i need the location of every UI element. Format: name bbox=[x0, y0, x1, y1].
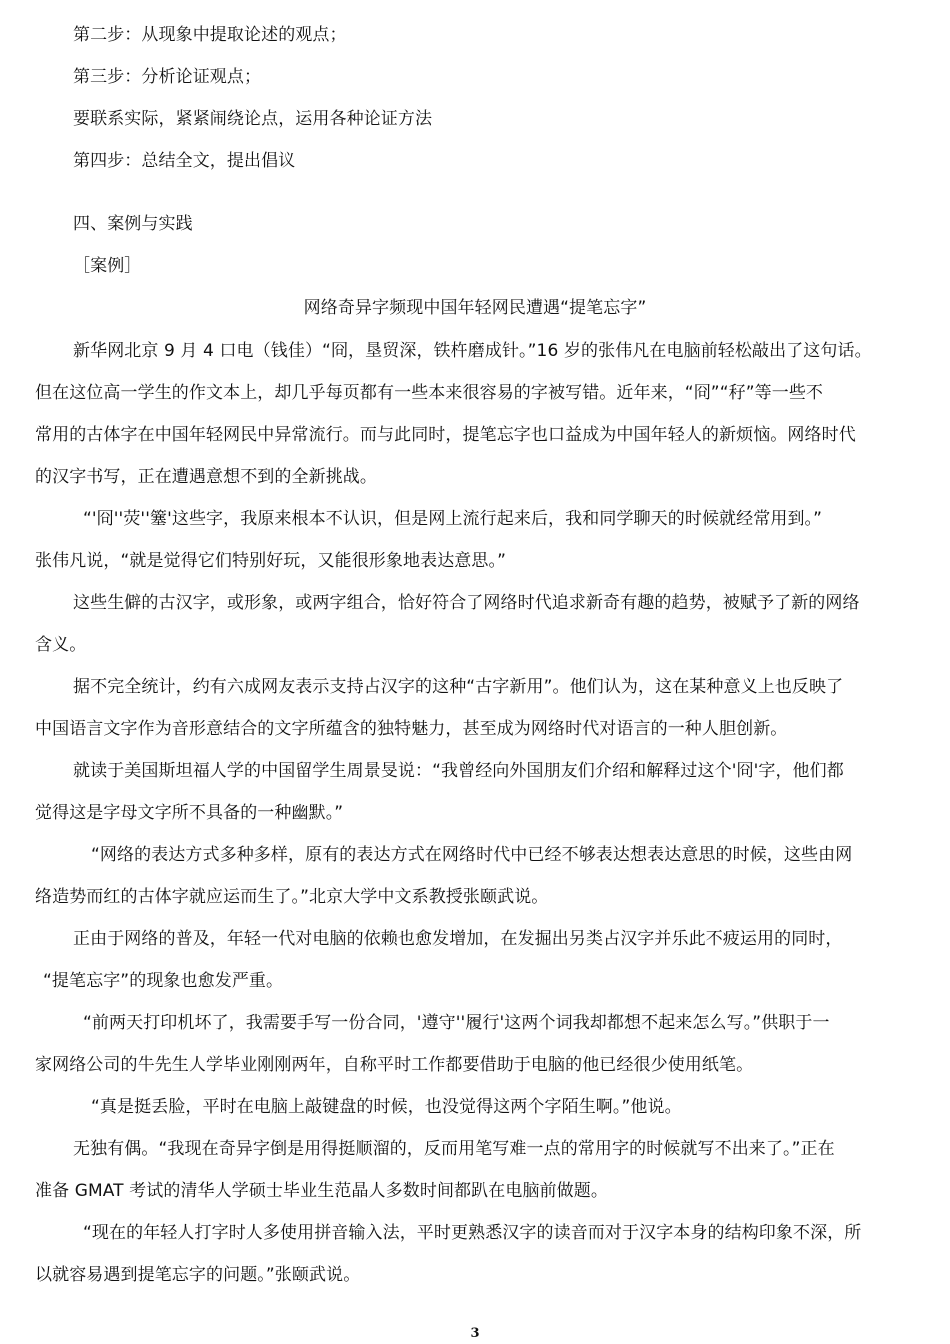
article-line: 据不完全统计，约有六成网友表示支持占汉字的这种“古字新用”。他们认为，这在某种意义上也反映了 bbox=[73, 677, 844, 697]
page-number: 3 bbox=[470, 1326, 480, 1341]
article-line: “现在的年轻人打字时人多使用拼音输入法，平时更熟悉汉字的读音而对于汉字本身的结构印象不深，所 bbox=[83, 1223, 862, 1243]
step-three-note: 要联系实际，紧紧闹绕论点，运用各种论证方法 bbox=[73, 109, 433, 129]
article-line: 就读于美国斯坦福人学的中国留学生周景旻说：“我曾经向外国朋友们介绍和解释过这个'冏'字，他们都 bbox=[73, 761, 844, 781]
article-line: 张伟凡说，“就是觉得它们特别好玩，又能很形象地表达意思。” bbox=[35, 551, 507, 571]
article-title: 网络奇异字频现中国年轻网民遭遇“提笔忘字” bbox=[303, 298, 647, 318]
article-line: 以就容易遇到提笔忘字的问题。”张颐武说。 bbox=[35, 1265, 361, 1285]
step-three-line: 第三步：分析论证观点； bbox=[73, 67, 262, 87]
article-line: “提笔忘字”的现象也愈发严重。 bbox=[43, 971, 284, 991]
article-line: 家网络公司的牛先生人学毕业刚刚两年，自称平时工作都要借助于电脑的他已经很少使用纸笔。 bbox=[35, 1055, 754, 1075]
article-line: 无独有偶。“我现在奇异字倒是用得挺顺溜的，反而用笔写难一点的常用字的时候就写不出来了。”正在 bbox=[73, 1139, 835, 1159]
article-line: “前两天打印机坏了，我需要手写一份合同，'遵守''履行'这两个词我却都想不起来怎么写。”供职于一 bbox=[83, 1013, 830, 1033]
article-line: “真是挺丢脸，平时在电脑上敲键盘的时候，也没觉得这两个字陌生啊。”他说。 bbox=[91, 1097, 682, 1117]
article-line: 中国语言文字作为音形意结合的文字所蕴含的独特魅力，甚至成为网络时代对语言的一种人胆创新。 bbox=[35, 719, 788, 739]
article-line: “网络的表达方式多种多样，原有的表达方式在网络时代中已经不够表达想表达意思的时候，这些由网 bbox=[91, 845, 853, 865]
section-heading: 四、案例与实践 bbox=[73, 214, 193, 234]
case-label: ［案例］ bbox=[73, 256, 142, 276]
article-line: “'冏''荧''簺'这些字，我原来根本不认识，但是网上流行起来后，我和同学聊天的时候就经常用到。” bbox=[83, 509, 823, 529]
article-line: 新华网北京 9 月 4 口电（钱佳）“冏，垦贸深，铁杵磨成针。”16 岁的张伟凡在电脑前轻松敲出了这句话。 bbox=[73, 341, 872, 361]
article-line: 常用的古体字在中国年轻网民中异常流行。而与此同时，提笔忘字也口益成为中国年轻人的新烦恼。网络时代 bbox=[35, 425, 856, 445]
step-four-line: 第四步：总结全文，提出倡议 bbox=[73, 151, 296, 171]
step-two-line: 第二步：从现象中提取论述的观点； bbox=[73, 25, 347, 45]
article-line: 准备 GMAT 考试的清华人学硕士毕业生范晶人多数时间都趴在电脑前做题。 bbox=[35, 1181, 608, 1201]
article-line: 络造势而红的古体字就应运而生了。”北京大学中文系教授张颐武说。 bbox=[35, 887, 549, 907]
article-line: 这些生僻的古汉字，或形象，或两字组合，恰好符合了网络时代追求新奇有趣的趋势，被赋予了新的网络 bbox=[73, 593, 860, 613]
article-line: 但在这位高一学生的作文本上，却几乎每页都有一些本来很容易的字被写错。近年来，“冏”“秄”等一些不 bbox=[35, 383, 824, 403]
article-line: 含义。 bbox=[35, 635, 87, 655]
article-line: 觉得这是字母文字所不具备的一种幽默。” bbox=[35, 803, 344, 823]
article-line: 正由于网络的普及，年轻一代对电脑的依赖也愈发增加，在发掘出另类占汉字并乐此不疲运用的同时， bbox=[73, 929, 843, 949]
article-line: 的汉字书写，正在遭遇意想不到的全新挑战。 bbox=[35, 467, 377, 487]
